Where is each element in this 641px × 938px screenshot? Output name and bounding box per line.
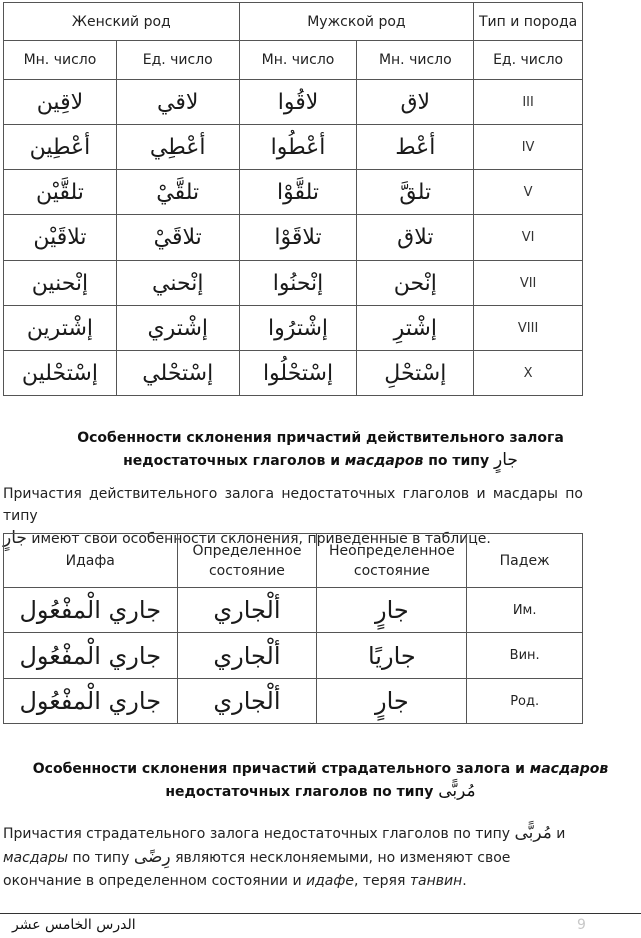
table-row: [4, 261, 583, 306]
masc-singular: تلاق: [357, 215, 474, 261]
fem-plural: تلقَّيْن: [4, 170, 117, 215]
masc-plural: لاقُوا: [239, 80, 357, 125]
masc-plural: أعْطُوا: [239, 125, 357, 170]
table-row: [4, 215, 583, 261]
heading-line: недостаточных глаголов по типу مُربًّى: [165, 781, 476, 801]
masc-singular: أعْط: [357, 125, 474, 170]
definite-cell: ألْجاري: [177, 679, 317, 724]
masc-singular: إشْترِ: [357, 306, 474, 351]
masc-singular: لاق: [357, 80, 474, 125]
table-row: [4, 679, 583, 724]
case-cell: Род.: [467, 679, 583, 724]
lesson-title: الدرس الخامس عشر: [12, 917, 136, 933]
case-cell: Вин.: [467, 633, 583, 679]
case-cell: Им.: [467, 588, 583, 633]
masc-plural: إسْتحْلُوا: [239, 351, 357, 396]
masc-singular: تلقَّ: [357, 170, 474, 215]
fem-plural: إنْحنين: [4, 261, 117, 306]
conjugation-table: [3, 2, 583, 396]
definite-header: Определенное состояние: [177, 534, 317, 588]
fem-plural: أعْطِين: [4, 125, 117, 170]
fem-singular: لاقي: [116, 80, 239, 125]
fem-plural: إسْتحْلين: [4, 351, 117, 396]
verb-form: X: [474, 351, 583, 396]
idafa-cell: جاري الْمفْعُول: [4, 588, 178, 633]
definite-cell: ألْجاري: [177, 588, 317, 633]
masc-plural: تلاقَوْا: [239, 215, 357, 261]
fem-singular: تلاقَيْ: [116, 215, 239, 261]
table-row: [4, 588, 583, 633]
idafa-cell: جاري الْمفْعُول: [4, 633, 178, 679]
masc-singular: إنْحن: [357, 261, 474, 306]
case-header: Падеж: [467, 534, 583, 588]
fem-singular: أعْطِي: [116, 125, 239, 170]
masculine-header: Мужской род: [239, 3, 474, 41]
sub-header: Мн. число: [357, 41, 474, 80]
arabic-pattern: مُربًّى: [514, 823, 552, 843]
declension-table: [3, 533, 583, 724]
indefinite-header: Неопределенное состояние: [317, 534, 467, 588]
table-row: [4, 306, 583, 351]
heading-line: недостаточных глаголов и масдаров по типу جارٍ: [123, 450, 518, 470]
arabic-pattern: جارٍ: [3, 528, 27, 548]
fem-singular: إشْتري: [116, 306, 239, 351]
type-header: Тип и порода: [474, 3, 583, 41]
idafa-cell: جاري الْمفْعُول: [4, 679, 178, 724]
fem-singular: تلقَّيْ: [116, 170, 239, 215]
heading-line: Особенности склонения причастий страдательного залога и масдаров: [32, 761, 609, 777]
verb-form: V: [474, 170, 583, 215]
table-row: [4, 170, 583, 215]
fem-singular: إسْتحْلي: [116, 351, 239, 396]
arabic-pattern: مُربًّى: [438, 781, 476, 801]
sub-header: Мн. число: [4, 41, 117, 80]
arabic-pattern: رِضًى: [133, 847, 171, 867]
table-row: [4, 125, 583, 170]
footer-rule: [0, 913, 641, 914]
indefinite-cell: جاريًا: [317, 633, 467, 679]
section-paragraph-passive: Причастия страдательного залога недостаточных глаголов по типу مُربًّى и масдары по типу رِضًى являются несклоняемыми, но изменяют свое окончание в определенном состоянии и идафе, теряя танвин.: [3, 823, 566, 889]
verb-form: VIII: [474, 306, 583, 351]
verb-form: VII: [474, 261, 583, 306]
sub-header: Ед. число: [116, 41, 239, 80]
heading-line: Особенности склонения причастий действительного залога: [77, 430, 564, 446]
table-row: [4, 80, 583, 125]
sub-header: Ед. число: [474, 41, 583, 80]
feminine-header: Женский род: [4, 3, 240, 41]
verb-form: III: [474, 80, 583, 125]
verb-form: IV: [474, 125, 583, 170]
idafa-header: Идафа: [4, 534, 178, 588]
arabic-pattern: جارٍ: [493, 450, 518, 470]
masc-singular: إسْتحْلِ: [357, 351, 474, 396]
fem-plural: إشْترين: [4, 306, 117, 351]
fem-singular: إنْحني: [116, 261, 239, 306]
indefinite-cell: جارٍ: [317, 588, 467, 633]
table-row: [4, 351, 583, 396]
fem-plural: تلاقَيْن: [4, 215, 117, 261]
masc-plural: تلقَّوْا: [239, 170, 357, 215]
table-row: [4, 633, 583, 679]
definite-cell: ألْجاري: [177, 633, 317, 679]
masc-plural: إنْحنُوا: [239, 261, 357, 306]
section-heading-passive: [0, 758, 641, 803]
section-paragraph-active: Причастия действительного залога недостаточных глаголов и масдары по типу جارٍ имеют свои особенности склонения, приведенные в таблице.: [3, 486, 583, 548]
page-number: 9: [577, 917, 586, 933]
sub-header: Мн. число: [239, 41, 357, 80]
masc-plural: إشْترُوا: [239, 306, 357, 351]
indefinite-cell: جارٍ: [317, 679, 467, 724]
verb-form: VI: [474, 215, 583, 261]
fem-plural: لاقِين: [4, 80, 117, 125]
section-heading-active: [0, 427, 641, 472]
